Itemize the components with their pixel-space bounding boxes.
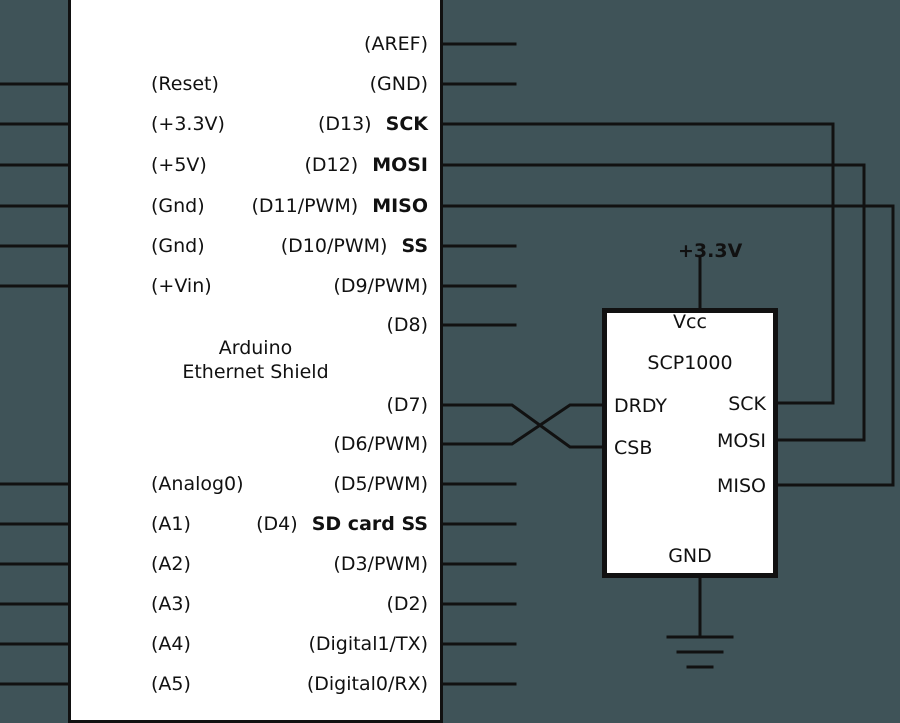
pin-d2-label: (D2) — [386, 593, 428, 615]
pin-digital1-tx — [308, 635, 428, 654]
pin-d12-label: (D12) — [304, 154, 359, 176]
pin-gnd-1: (Gnd) — [151, 195, 205, 217]
pin-d7 — [386, 396, 428, 415]
pin-d6 — [333, 435, 428, 454]
sensor-pin-drdy: DRDY — [614, 395, 668, 417]
pin-d4 — [256, 515, 428, 534]
pin-d3-label: (D3/PWM) — [333, 553, 428, 575]
pin-d4-function: SD card SS — [311, 513, 428, 535]
sensor-pin-vcc: Vcc — [673, 311, 707, 333]
pin-a5: (A5) — [151, 673, 191, 695]
pin-d7-label: (D7) — [386, 394, 428, 416]
pin-d10 — [281, 237, 428, 256]
sensor-pin-gnd: GND — [668, 545, 712, 567]
pin-d11 — [251, 197, 428, 216]
pin-d13-function: SCK — [385, 113, 428, 135]
sensor-pin-csb: CSB — [614, 437, 653, 459]
pin-a3: (A3) — [151, 593, 191, 615]
pin-d3 — [333, 555, 428, 574]
sensor-pin-sck: SCK — [728, 393, 766, 415]
pin-3v3: (+3.3V) — [151, 113, 225, 135]
pin-aref — [364, 35, 428, 54]
arduino-board-label — [71, 337, 440, 385]
pin-reset: (Reset) — [151, 73, 219, 95]
arduino-board-label-line2: Ethernet Shield — [182, 360, 329, 383]
pin-a4: (A4) — [151, 633, 191, 655]
pin-d13 — [318, 115, 428, 134]
pin-d5-label: (D5/PWM) — [333, 473, 428, 495]
arduino-ethernet-shield-board — [68, 0, 443, 723]
pin-d13-label: (D13) — [317, 113, 372, 135]
pin-aref-label: (AREF) — [364, 33, 428, 55]
supply-voltage-text: +3.3V — [678, 240, 743, 262]
pin-d11-label: (D11/PWM) — [251, 195, 359, 217]
pin-gnd-2: (Gnd) — [151, 235, 205, 257]
pin-digital0-rx — [307, 675, 428, 694]
pin-d2 — [386, 595, 428, 614]
pin-d10-function: SS — [401, 235, 428, 257]
sensor-pin-mosi: MOSI — [716, 430, 766, 452]
pin-5v: (+5V) — [151, 154, 207, 176]
pin-gnd-right — [370, 75, 428, 94]
pin-d5 — [333, 475, 428, 494]
pin-digital1-tx-label: (Digital1/TX) — [308, 633, 428, 655]
pin-d6-label: (D6/PWM) — [333, 433, 428, 455]
sensor-board-label: SCP1000 — [647, 352, 733, 374]
pin-d11-function: MISO — [372, 195, 428, 217]
pin-vin: (+Vin) — [151, 275, 212, 297]
pin-d8-label: (D8) — [386, 314, 428, 336]
wire-d7-to-csb — [443, 405, 602, 447]
arduino-board-label-line1: Arduino — [218, 337, 293, 359]
pin-digital0-rx-label: (Digital0/RX) — [306, 673, 428, 695]
pin-gnd-right-label: (GND) — [369, 73, 428, 95]
pin-a1: (A1) — [151, 513, 191, 535]
pin-d9-label: (D9/PWM) — [333, 275, 428, 297]
pin-d8 — [386, 316, 428, 335]
pin-d4-label: (D4) — [256, 513, 298, 535]
pin-analog0: (Analog0) — [151, 473, 244, 495]
pin-d12 — [305, 156, 429, 175]
pin-d10-label: (D10/PWM) — [280, 235, 388, 257]
pin-a2: (A2) — [151, 553, 191, 575]
sensor-pin-miso: MISO — [716, 475, 766, 497]
pin-d9 — [333, 277, 428, 296]
pin-d12-function: MOSI — [372, 154, 428, 176]
